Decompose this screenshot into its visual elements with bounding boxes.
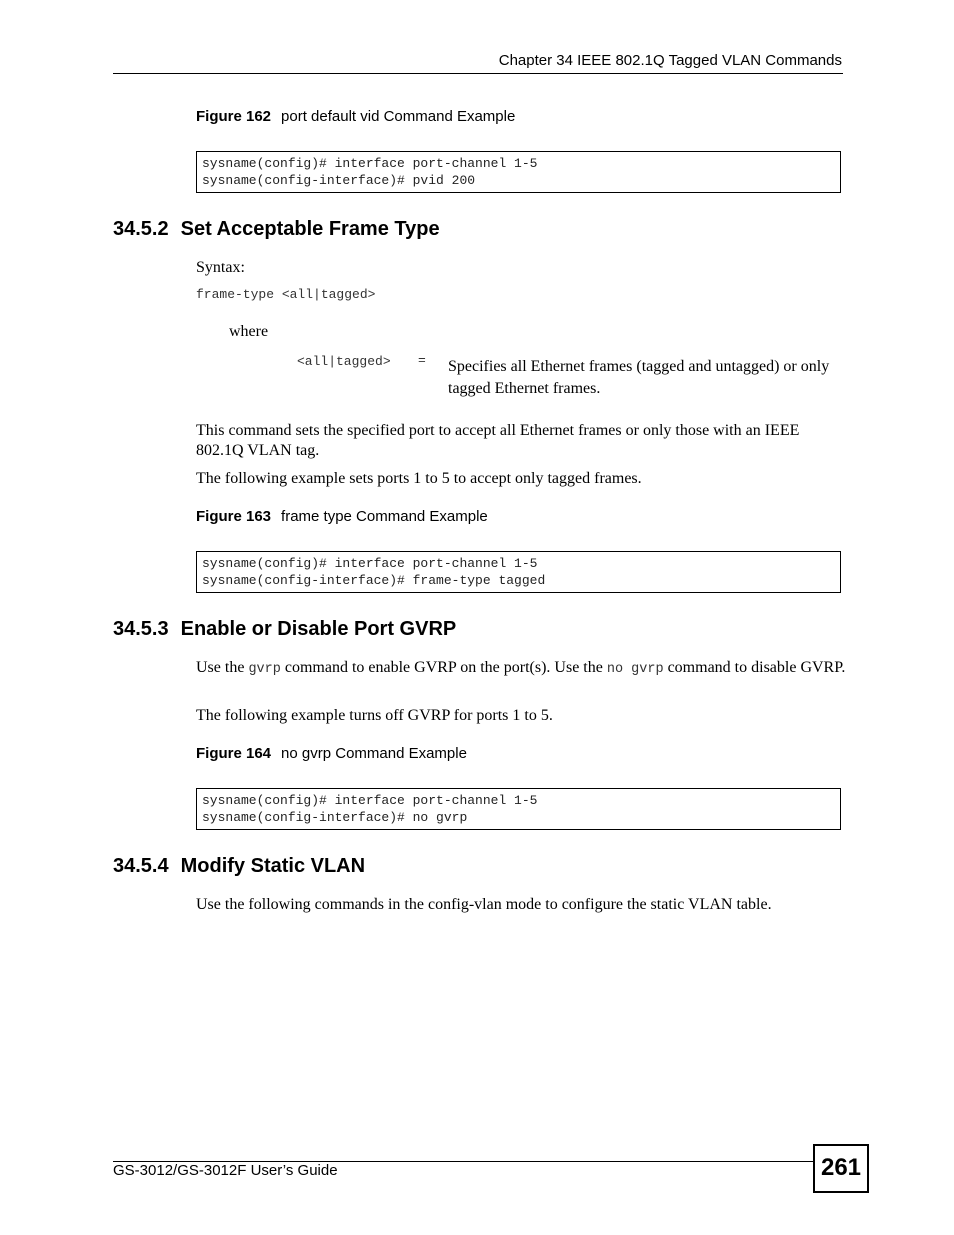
text-run: command to enable GVRP on the port(s). Use the <box>280 659 607 676</box>
section-number: 34.5.2 <box>113 218 169 240</box>
paragraph: The following example sets ports 1 to 5 to accept only tagged frames. <box>196 470 642 487</box>
section-heading-34-5-4 <box>113 855 365 878</box>
section-heading-34-5-2 <box>113 218 440 241</box>
inline-code: no gvrp <box>606 662 664 677</box>
section-title: Enable or Disable Port GVRP <box>180 618 457 640</box>
text-run: command to disable GVRP. <box>663 659 846 676</box>
footer-guide-title: GS-3012/GS-3012F User’s Guide <box>113 1162 338 1179</box>
section-heading-34-5-3 <box>113 618 456 641</box>
parameter-description: Specifies all Ethernet frames (tagged and untagged) or only tagged Ethernet frames. <box>448 358 830 397</box>
figure-162-caption <box>196 108 515 125</box>
equals-sign: = <box>418 353 426 368</box>
parameter-name: <all|tagged> <box>297 354 391 369</box>
where-label: where <box>229 323 269 340</box>
paragraph: The following example turns off GVRP for ports 1 to 5. <box>196 707 553 724</box>
syntax-code: frame-type <all|tagged> <box>196 287 376 302</box>
figure-164-caption <box>196 745 467 762</box>
figure-163-caption <box>196 508 488 525</box>
section-number: 34.5.3 <box>113 618 169 640</box>
section-number: 34.5.4 <box>113 855 169 877</box>
figure-title: no gvrp Command Example <box>281 745 467 762</box>
paragraph: Use the following commands in the config-vlan mode to configure the static VLAN table. <box>196 896 772 913</box>
paragraph: This command sets the specified port to accept all Ethernet frames or only those with an IEEE 802.1Q VLAN tag. <box>196 422 800 459</box>
inline-code: gvrp <box>248 662 281 677</box>
header-rule <box>113 73 843 74</box>
text-run: Use the <box>196 659 249 676</box>
figure-title: frame type Command Example <box>281 508 488 525</box>
code-line: sysname(config-interface)# frame-type tagged <box>202 573 546 588</box>
code-line: sysname(config)# interface port-channel 1-5 <box>202 156 538 171</box>
code-line: sysname(config-interface)# pvid 200 <box>202 173 476 188</box>
paragraph <box>196 658 846 680</box>
code-line: sysname(config-interface)# no gvrp <box>202 810 468 825</box>
figure-162-code <box>196 151 841 193</box>
figure-label: Figure 164 <box>196 745 272 762</box>
section-title: Modify Static VLAN <box>180 855 366 877</box>
figure-163-code <box>196 551 841 593</box>
section-title: Set Acceptable Frame Type <box>180 218 440 240</box>
figure-label: Figure 163 <box>196 508 272 525</box>
page-number: 261 <box>813 1144 869 1193</box>
figure-title: port default vid Command Example <box>281 108 516 125</box>
syntax-label: Syntax: <box>196 259 245 276</box>
figure-164-code <box>196 788 841 830</box>
code-line: sysname(config)# interface port-channel 1-5 <box>202 793 538 808</box>
running-header: Chapter 34 IEEE 802.1Q Tagged VLAN Commands <box>498 52 842 69</box>
code-line: sysname(config)# interface port-channel 1-5 <box>202 556 538 571</box>
figure-label: Figure 162 <box>196 108 272 125</box>
